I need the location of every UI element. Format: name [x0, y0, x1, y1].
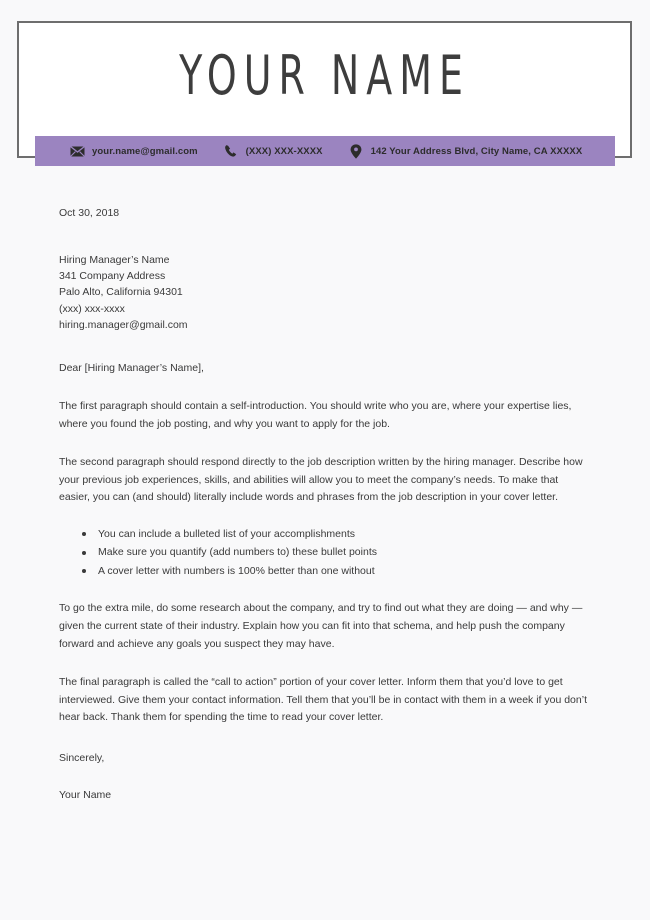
list-item: Make sure you quantify (add numbers to) these bullet points	[82, 543, 596, 562]
contact-item-email[interactable]	[70, 144, 198, 159]
signature-name: Your Name	[59, 789, 112, 802]
salutation: Dear [Hiring Manager’s Name],	[59, 362, 204, 375]
contact-bar	[35, 136, 615, 166]
envelope-icon	[70, 144, 85, 159]
recipient-line: Palo Alto, California 94301	[59, 286, 183, 299]
recipient-line: (xxx) xxx-xxxx	[59, 302, 125, 315]
contact-email-text: your.name@gmail.com	[92, 145, 198, 157]
letterhead-header	[0, 0, 650, 190]
contact-item-address[interactable]	[349, 144, 583, 159]
body-paragraph-1: The first paragraph should contain a self-introduction. You should write who you are, where your expertise lies, where you found the job posting, and why you want to apply for the job.	[59, 400, 572, 430]
page-title: YOUR NAME	[179, 44, 470, 107]
contact-address-text: 142 Your Address Blvd, City Name, CA XXXXX	[370, 145, 583, 157]
recipient-address-block	[59, 252, 596, 333]
letter-body	[59, 206, 596, 803]
recipient-line: 341 Company Address	[59, 270, 166, 283]
list-item: A cover letter with numbers is 100% better than one without	[82, 562, 596, 581]
body-paragraph-2: The second paragraph should respond directly to the job description written by the hiring manager. Describe how your previous job experiences, skills, and abilities will allow you to meet the company’s needs. To make that easier, you can (and should) literally include words and phrases from the job description in your cover letter.	[59, 456, 583, 504]
body-paragraph-4: The final paragraph is called the “call to action” portion of your cover letter. Inform them that you’d love to get interviewed. Give them your contact information. Tell them that you’ll be in contact with them in a week if you don’t hear back. Thank them for spending the time to read your cover letter.	[59, 676, 587, 724]
contact-phone-text: (XXX) XXX-XXXX	[245, 145, 323, 157]
body-paragraph-3: To go the extra mile, do some research about the company, and try to find out what they are doing — and why — given the current state of their industry. Explain how you can fit into that schema, and help push the company forward and achieve any goals you suspect they may have.	[59, 602, 583, 650]
letter-date: Oct 30, 2018	[59, 207, 120, 219]
contact-item-phone[interactable]	[224, 144, 323, 159]
closing-salutation: Sincerely,	[59, 752, 105, 765]
accomplishments-list	[59, 525, 596, 581]
recipient-line: Hiring Manager’s Name	[59, 254, 170, 266]
recipient-line: hiring.manager@gmail.com	[59, 318, 188, 331]
phone-icon	[224, 144, 239, 159]
list-item: You can include a bulleted list of your accomplishments	[82, 525, 596, 544]
location-pin-icon	[349, 144, 364, 159]
